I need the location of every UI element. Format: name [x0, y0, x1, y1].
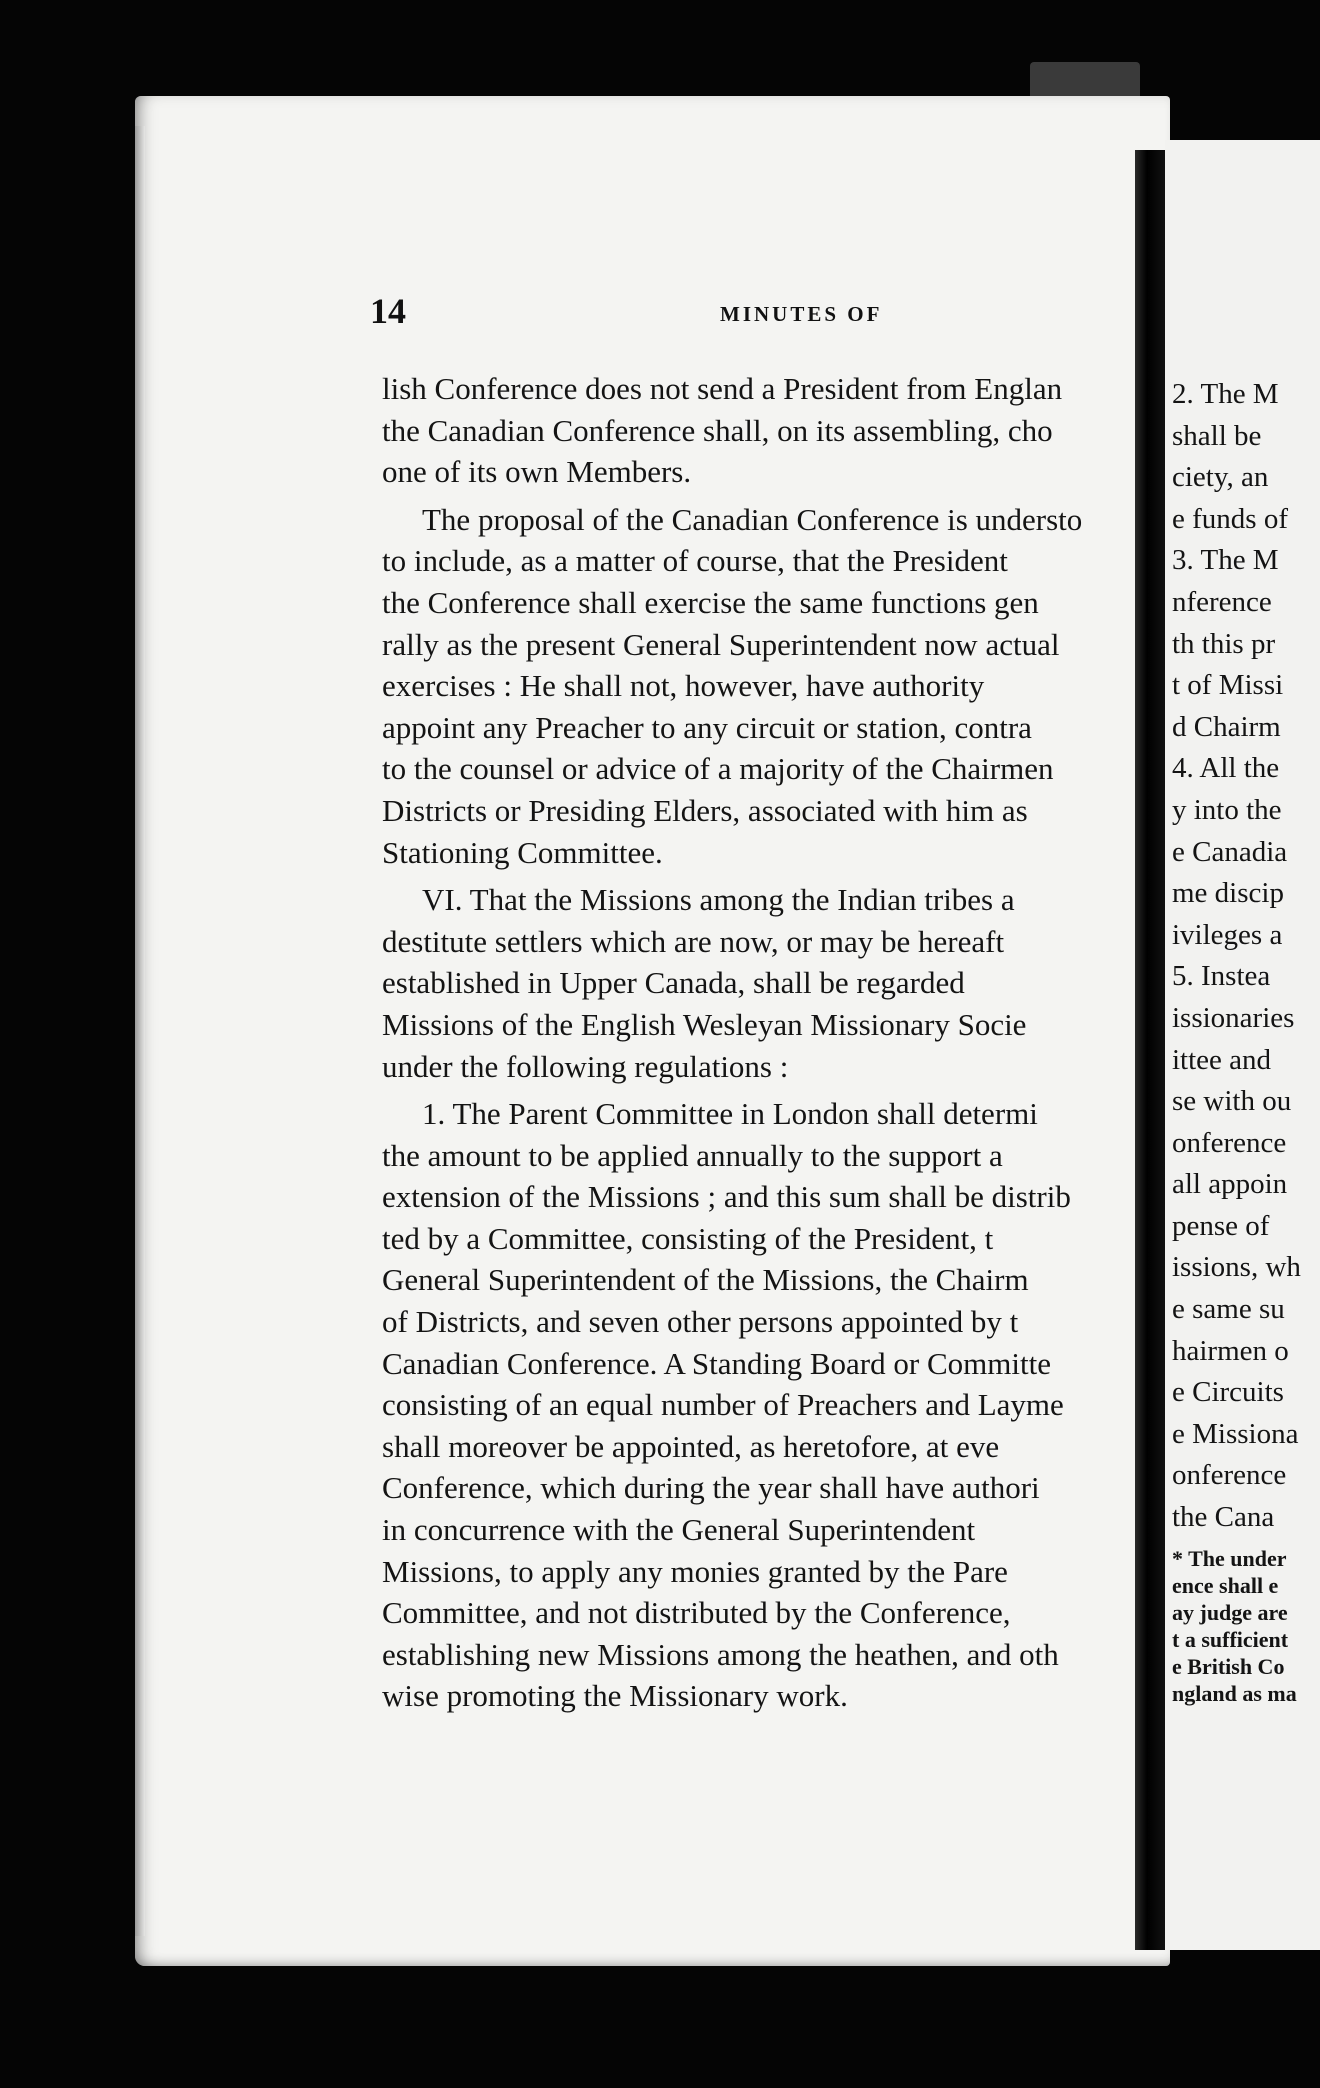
right-page-text — [1172, 374, 1320, 1734]
text-line: e same su — [1172, 1293, 1285, 1326]
text-line: t of Missi — [1172, 669, 1284, 702]
text-line: Stationing Committee. — [382, 834, 663, 870]
text-line: destitute settlers which are now, or may be hereaft — [382, 923, 1005, 959]
text-line: se with ou — [1172, 1085, 1292, 1118]
text-line: the amount to be applied annually to the support a — [382, 1137, 1003, 1173]
text-line: exercises : He shall not, however, have authority — [382, 668, 985, 704]
text-line: onference — [1172, 1126, 1287, 1159]
text-line: th this pr — [1172, 627, 1276, 660]
text-line: one of its own Members. — [382, 454, 692, 490]
page-number: 14 — [370, 291, 406, 331]
text-line: the Cana — [1172, 1501, 1275, 1534]
page-header — [370, 290, 1130, 340]
text-line: shall be — [1172, 419, 1262, 452]
text-line: under the following regulations : — [382, 1048, 789, 1084]
footnote-line: t a sufficient — [1172, 1626, 1289, 1652]
text-line: lish Conference does not send a President from Englan — [382, 371, 1063, 406]
text-line: 3. The M — [1172, 544, 1279, 577]
text-line: e Canadia — [1172, 835, 1288, 868]
text-line: Missions of the English Wesleyan Missionary Socie — [382, 1006, 1027, 1042]
text-line: Canadian Conference. A Standing Board or Committe — [382, 1345, 1051, 1381]
text-line: Conference, which during the year shall have authori — [382, 1470, 1040, 1506]
text-line: ciety, an — [1172, 461, 1269, 494]
text-line: Missions, to apply any monies granted by the Pare — [382, 1553, 1008, 1589]
text-line: establishing new Missions among the heathen, and oth — [382, 1636, 1059, 1672]
text-line: wise promoting the Missionary work. — [382, 1678, 848, 1714]
text-line: rally as the present General Superintendent now actual — [382, 626, 1060, 662]
text-line: 4. All the — [1172, 752, 1280, 785]
text-line: 1. The Parent Committee in London shall determi — [422, 1096, 1038, 1132]
paragraph — [382, 499, 1164, 873]
text-line: established in Upper Canada, shall be regarded — [382, 965, 965, 1001]
text-line: 5. Instea — [1172, 960, 1271, 993]
text-line: Committee, and not distributed by the Conference, — [382, 1595, 1011, 1631]
text-line: hairmen o — [1172, 1334, 1289, 1367]
text-line: onference — [1172, 1459, 1287, 1492]
text-line: all appoin — [1172, 1168, 1288, 1201]
text-line: e Circuits — [1172, 1376, 1284, 1409]
text-line: ivileges a — [1172, 918, 1283, 951]
text-line: of Districts, and seven other persons appointed by t — [382, 1304, 1019, 1340]
text-line: appoint any Preacher to any circuit or station, contra — [382, 709, 1032, 745]
text-line: in concurrence with the General Superintendent — [382, 1512, 976, 1548]
running-head: MINUTES OF — [720, 302, 883, 326]
text-line: ted by a Committee, consisting of the President, t — [382, 1220, 994, 1256]
text-line: issionaries — [1172, 1001, 1295, 1034]
text-line: y into the — [1172, 793, 1282, 826]
text-line: Districts or Presiding Elders, associated with him as — [382, 792, 1028, 828]
paragraph — [382, 1093, 1164, 1717]
paragraph — [382, 879, 1164, 1087]
text-line: me discip — [1172, 877, 1284, 910]
footnote-line: e British Co — [1172, 1653, 1285, 1679]
text-line: to the counsel or advice of a majority of the Chairmen — [382, 751, 1054, 787]
text-line: 2. The M — [1172, 378, 1279, 410]
footnote-line: ay judge are — [1172, 1599, 1288, 1625]
text-line: extension of the Missions ; and this sum shall be distrib — [382, 1179, 1071, 1215]
text-line: e Missiona — [1172, 1417, 1299, 1450]
text-line: the Canadian Conference shall, on its assembling, cho — [382, 412, 1053, 448]
text-line: to include, as a matter of course, that the President — [382, 543, 1008, 579]
paragraph — [382, 368, 1164, 493]
footnote — [1172, 1545, 1320, 1707]
text-line: VI. That the Missions among the Indian tribes a — [422, 882, 1015, 918]
text-line: nference — [1172, 585, 1272, 618]
text-line: ittee and — [1172, 1043, 1272, 1076]
left-page-text — [382, 368, 1164, 1728]
text-line: General Superintendent of the Missions, the Chairm — [382, 1262, 1029, 1298]
footnote-line: * The under — [1172, 1545, 1287, 1571]
footnote-line: ence shall e — [1172, 1572, 1279, 1598]
text-line: d Chairm — [1172, 710, 1281, 743]
text-line: shall moreover be appointed, as heretofore, at eve — [382, 1428, 1000, 1464]
text-line: pense of — [1172, 1209, 1270, 1242]
footnote-line: ngland as ma — [1172, 1680, 1297, 1706]
text-line: The proposal of the Canadian Conference is understo — [422, 501, 1083, 537]
text-line: the Conference shall exercise the same functions gen — [382, 584, 1039, 620]
text-line: consisting of an equal number of Preachers and Layme — [382, 1387, 1064, 1423]
text-line: issions, wh — [1172, 1251, 1301, 1284]
text-line: e funds of — [1172, 502, 1288, 535]
